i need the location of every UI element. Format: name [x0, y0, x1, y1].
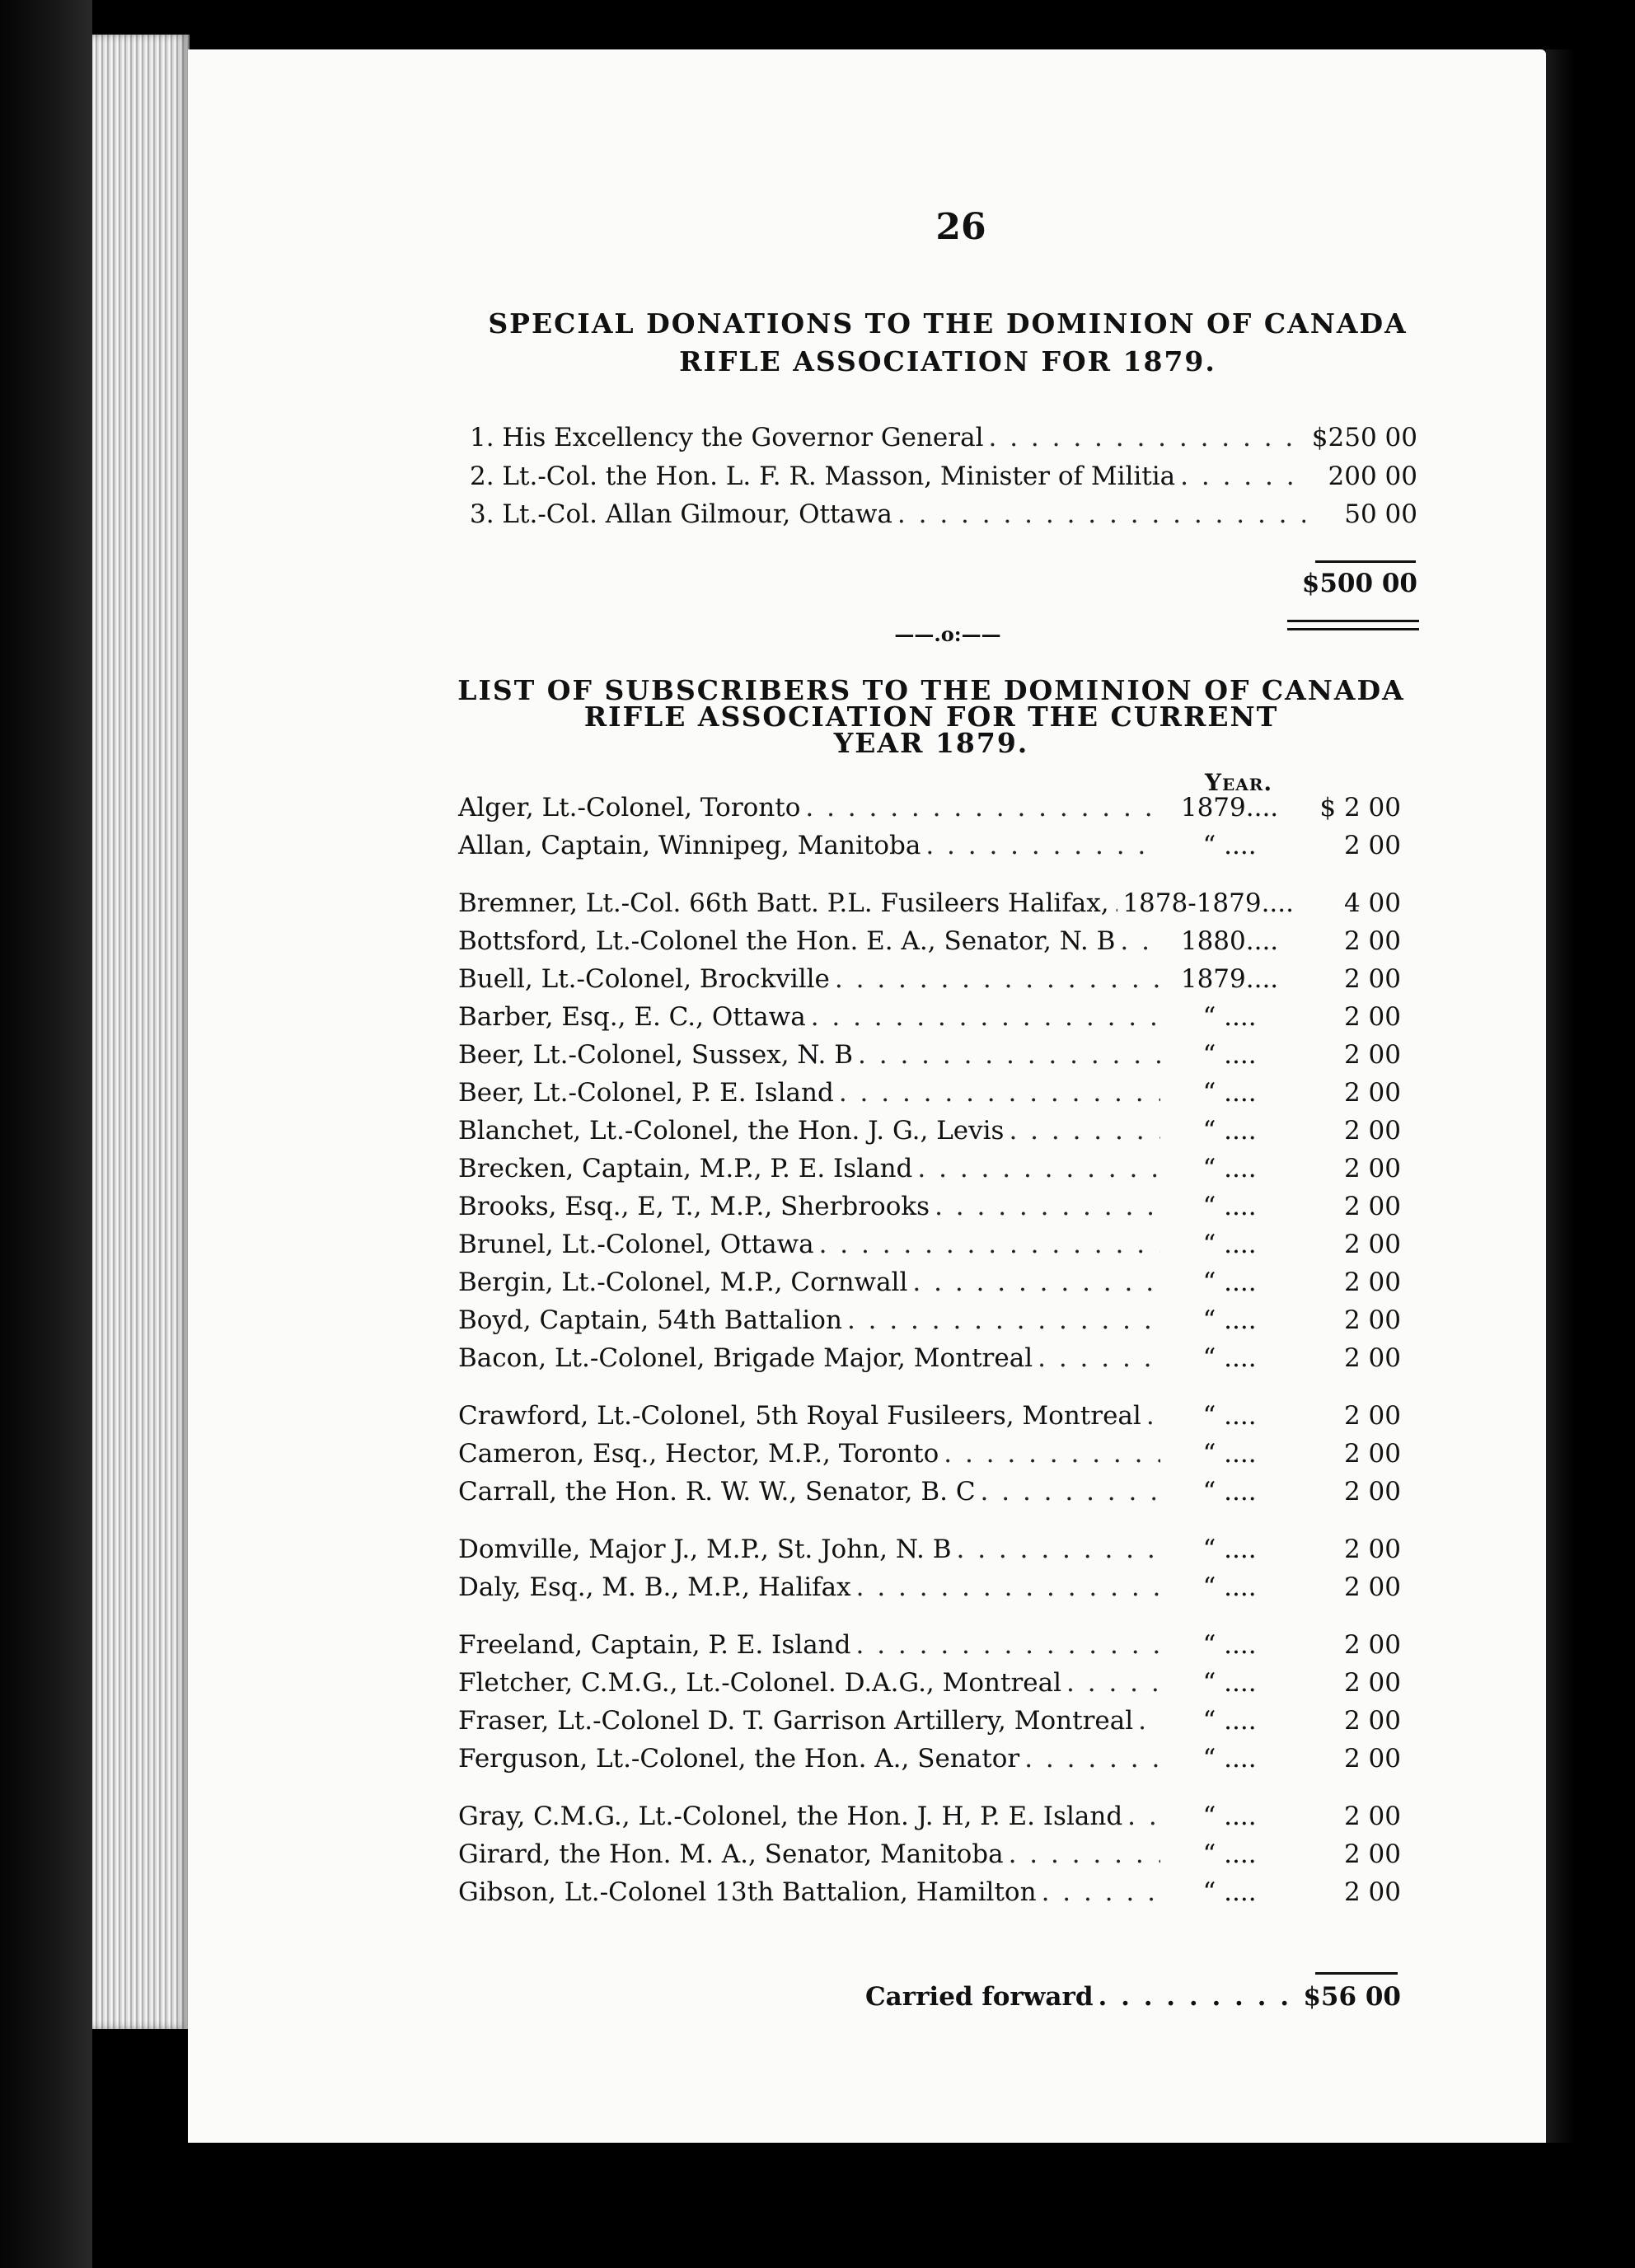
subscriber-amount: 2 00: [1343, 1630, 1401, 1660]
leader-dots: [1042, 1877, 1160, 1907]
subscriber-amount: 2 00: [1343, 1401, 1401, 1431]
total-rule: [1315, 560, 1416, 563]
leader-dots: [1009, 1839, 1160, 1869]
subscriber-name: Fletcher, C.M.G., Lt.-Colonel. D.A.G., Montreal: [458, 1668, 1062, 1698]
subscriber-name: Alger, Lt.-Colonel, Toronto: [458, 793, 801, 822]
leader-dots: [912, 1268, 1160, 1297]
leader-dots: [897, 499, 1305, 529]
heading-line: RIFLE ASSOCIATION FOR 1879.: [679, 345, 1216, 377]
subscriber-name: Allan, Captain, Winnipeg, Manitoba: [458, 831, 921, 860]
subscriber-year: “ ....: [1202, 1477, 1257, 1507]
leader-dots: [1146, 1401, 1160, 1431]
subscriber-row: [458, 1192, 1401, 1221]
donor-name: 1. His Excellency the Governor General: [470, 423, 984, 452]
subscriber-name: Domville, Major J., M.P., St. John, N. B: [458, 1535, 952, 1564]
heading-line: SPECIAL DONATIONS TO THE DOMINION OF CANADA: [488, 307, 1408, 340]
subscriber-amount: 2 00: [1343, 1535, 1401, 1564]
leader-dots: [1099, 1982, 1299, 2012]
leader-dots: [944, 1439, 1160, 1469]
subscriber-name: Fraser, Lt.-Colonel D. T. Garrison Artillery, Montreal: [458, 1706, 1134, 1736]
leader-dots: [819, 1230, 1160, 1259]
subscriber-row: [458, 1839, 1401, 1869]
subscriber-row: [458, 1040, 1401, 1070]
subscriber-row: [458, 1268, 1401, 1297]
leader-dots: [1180, 462, 1305, 491]
subscriber-row: [458, 1572, 1401, 1602]
subscriber-name: Boyd, Captain, 54th Battalion: [458, 1305, 842, 1335]
subscriber-amount: 2 00: [1343, 1305, 1401, 1335]
subscriber-year: “ ....: [1202, 1268, 1257, 1297]
donor-name: 3. Lt.-Col. Allan Gilmour, Ottawa: [470, 499, 892, 529]
subscriber-year: “ ....: [1202, 1802, 1257, 1831]
subscriber-name: Freeland, Captain, P. E. Island: [458, 1630, 851, 1660]
subscriber-amount: 2 00: [1343, 1668, 1401, 1698]
subscriber-name: Barber, Esq., E. C., Ottawa: [458, 1002, 806, 1032]
leader-dots: [925, 831, 1160, 860]
subscriber-amount: $ 2 00: [1319, 793, 1401, 822]
subscriber-year: “ ....: [1202, 1744, 1257, 1774]
double-rule-top: [1287, 620, 1419, 622]
subscriber-year: “ ....: [1202, 1706, 1257, 1736]
subscriber-year: “ ....: [1202, 1535, 1257, 1564]
subscriber-year: “ ....: [1202, 831, 1257, 860]
subscriber-name: Daly, Esq., M. B., M.P., Halifax: [458, 1572, 851, 1602]
subscriber-row: [458, 964, 1401, 994]
subscriber-row: [458, 1477, 1401, 1507]
subscriber-row: [458, 1630, 1401, 1660]
leader-dots: [1138, 1706, 1160, 1736]
subscriber-name: Crawford, Lt.-Colonel, 5th Royal Fusileers, Montreal: [458, 1401, 1141, 1431]
subscriber-name: Girard, the Hon. M. A., Senator, Manitoba: [458, 1839, 1004, 1869]
donation-row: [470, 499, 1417, 529]
subscriber-amount: 2 00: [1343, 1268, 1401, 1297]
subscriber-name: Ferguson, Lt.-Colonel, the Hon. A., Senator: [458, 1744, 1020, 1774]
carried-forward-amount: $56 00: [1303, 1982, 1401, 2012]
subscriber-row: [458, 793, 1401, 822]
heading-line: YEAR 1879.: [833, 727, 1029, 759]
page-number: 26: [935, 206, 986, 248]
subscriber-row: [458, 1535, 1401, 1564]
subscriber-year: “ ....: [1202, 1401, 1257, 1431]
subscriber-year: “ ....: [1202, 1116, 1257, 1146]
subscriber-row: [458, 1877, 1401, 1907]
subscriber-name: Gibson, Lt.-Colonel 13th Battalion, Hamilton: [458, 1877, 1037, 1907]
subscriber-amount: 2 00: [1343, 926, 1401, 956]
subscriber-name: Beer, Lt.-Colonel, P. E. Island: [458, 1078, 834, 1108]
leader-dots: [1066, 1668, 1160, 1698]
subscriber-amount: 2 00: [1343, 831, 1401, 860]
subscriber-year: 1879....: [1180, 964, 1279, 994]
donation-amount: $250 00: [1311, 423, 1417, 452]
subscriber-name: Buell, Lt.-Colonel, Brockville: [458, 964, 830, 994]
special-donations-heading: [445, 305, 1450, 381]
subscriber-name: Beer, Lt.-Colonel, Sussex, N. B: [458, 1040, 854, 1070]
leader-dots: [917, 1154, 1160, 1183]
heading-line: RIFLE ASSOCIATION FOR THE CURRENT: [583, 701, 1279, 733]
subscriber-row: [458, 1706, 1401, 1736]
page-shadow: [1546, 49, 1574, 2143]
subscriber-row: [458, 1343, 1401, 1373]
donation-total-row: [470, 569, 1417, 598]
subscriber-year: “ ....: [1202, 1040, 1257, 1070]
subscriber-amount: 2 00: [1343, 1154, 1401, 1183]
subscriber-year: “ ....: [1202, 1572, 1257, 1602]
subscriber-year: “ ....: [1202, 1877, 1257, 1907]
subscriber-amount: 2 00: [1343, 1002, 1401, 1032]
double-rule-bottom: [1287, 628, 1419, 630]
leader-dots: [856, 1630, 1161, 1660]
donation-amount: 200 00: [1328, 462, 1417, 491]
leader-dots: [956, 1535, 1160, 1564]
leader-dots: [858, 1040, 1160, 1070]
leader-dots: [1114, 888, 1118, 918]
subscriber-year: “ ....: [1202, 1668, 1257, 1698]
subscriber-row: [458, 1305, 1401, 1335]
subscriber-amount: 2 00: [1343, 1744, 1401, 1774]
subscriber-name: Bacon, Lt.-Colonel, Brigade Major, Montreal: [458, 1343, 1033, 1373]
subscriber-amount: 2 00: [1343, 964, 1401, 994]
donation-row: [470, 423, 1417, 452]
leader-dots: [811, 1002, 1160, 1032]
leader-dots: [1024, 1744, 1160, 1774]
leader-dots: [835, 964, 1160, 994]
carried-forward-label: Carried forward: [865, 1982, 1094, 2012]
subscriber-year: 1878-1879....: [1122, 888, 1294, 918]
subscriber-row: [458, 1668, 1401, 1698]
subscriber-row: [458, 1078, 1401, 1108]
subscriber-name: Blanchet, Lt.-Colonel, the Hon. J. G., Levis: [458, 1116, 1005, 1146]
subscriber-year: 1879....: [1180, 793, 1279, 822]
leader-dots: [1120, 926, 1160, 956]
subscriber-amount: 2 00: [1343, 1343, 1401, 1373]
leader-dots: [847, 1305, 1160, 1335]
subscriber-row: [458, 1002, 1401, 1032]
subscriber-amount: 2 00: [1343, 1116, 1401, 1146]
year-column-header: Year.: [1205, 769, 1273, 796]
subscriber-amount: 2 00: [1343, 1078, 1401, 1108]
subscriber-year: “ ....: [1202, 1305, 1257, 1335]
page-edges: [92, 35, 190, 2029]
subscriber-name: Gray, C.M.G., Lt.-Colonel, the Hon. J. H, P. E. Island: [458, 1802, 1123, 1831]
subscriber-row: [458, 1802, 1401, 1831]
carried-rule: [1315, 1972, 1398, 1975]
subscriber-year: “ ....: [1202, 1154, 1257, 1183]
donation-row: [470, 462, 1417, 491]
donation-amount: 50 00: [1344, 499, 1417, 529]
subscriber-row: [458, 1401, 1401, 1431]
subscribers-heading: [429, 672, 1434, 762]
subscriber-year: 1880....: [1180, 926, 1279, 956]
subscriber-row: [458, 926, 1401, 956]
subscriber-row: [458, 1744, 1401, 1774]
subscriber-row: [458, 831, 1401, 860]
book-spine: [0, 0, 92, 2268]
subscriber-amount: 2 00: [1343, 1230, 1401, 1259]
leader-dots: [839, 1078, 1160, 1108]
heading-line: LIST OF SUBSCRIBERS TO THE DOMINION OF CANADA: [457, 674, 1405, 706]
subscriber-row: [458, 1439, 1401, 1469]
subscriber-row: [458, 1230, 1401, 1259]
subscriber-year: “ ....: [1202, 1002, 1257, 1032]
subscriber-name: Brooks, Esq., E, T., M.P., Sherbrooks: [458, 1192, 930, 1221]
leader-dots: [935, 1192, 1160, 1221]
subscriber-amount: 2 00: [1343, 1706, 1401, 1736]
subscriber-amount: 4 00: [1343, 888, 1401, 918]
subscriber-amount: 2 00: [1343, 1572, 1401, 1602]
subscriber-year: “ ....: [1202, 1439, 1257, 1469]
subscriber-amount: 2 00: [1343, 1192, 1401, 1221]
subscriber-name: Bottsford, Lt.-Colonel the Hon. E. A., Senator, N. B: [458, 926, 1116, 956]
subscriber-year: “ ....: [1202, 1343, 1257, 1373]
leader-dots: [1009, 1116, 1160, 1146]
subscriber-name: Cameron, Esq., Hector, M.P., Toronto: [458, 1439, 939, 1469]
subscriber-year: “ ....: [1202, 1078, 1257, 1108]
leader-dots: [805, 793, 1160, 822]
subscriber-year: “ ....: [1202, 1192, 1257, 1221]
subscriber-amount: 2 00: [1343, 1839, 1401, 1869]
carried-forward-row: [865, 1982, 1401, 2012]
subscriber-year: “ ....: [1202, 1839, 1257, 1869]
leader-dots: [1038, 1343, 1160, 1373]
subscriber-amount: 2 00: [1343, 1802, 1401, 1831]
subscriber-name: Brunel, Lt.-Colonel, Ottawa: [458, 1230, 814, 1259]
subscriber-amount: 2 00: [1343, 1040, 1401, 1070]
subscriber-name: Bergin, Lt.-Colonel, M.P., Cornwall: [458, 1268, 908, 1297]
leader-dots: [981, 1477, 1160, 1507]
subscriber-year: “ ....: [1202, 1230, 1257, 1259]
subscriber-name: Bremner, Lt.-Col. 66th Batt. P.L. Fusileers Halifax,: [458, 888, 1109, 918]
subscriber-row: [458, 1154, 1401, 1183]
leader-dots: [989, 423, 1306, 452]
subscriber-amount: 2 00: [1343, 1477, 1401, 1507]
subscriber-amount: 2 00: [1343, 1439, 1401, 1469]
subscriber-name: Carrall, the Hon. R. W. W., Senator, B. C: [458, 1477, 976, 1507]
subscriber-row: [458, 1116, 1401, 1146]
section-separator: ——.o:——: [894, 622, 1001, 646]
subscriber-amount: 2 00: [1343, 1877, 1401, 1907]
subscriber-year: “ ....: [1202, 1630, 1257, 1660]
leader-dots: [856, 1572, 1160, 1602]
leader-dots: [1127, 1802, 1160, 1831]
subscriber-name: Brecken, Captain, M.P., P. E. Island: [458, 1154, 913, 1183]
donation-total: $500 00: [1301, 569, 1417, 598]
donor-name: 2. Lt.-Col. the Hon. L. F. R. Masson, Minister of Militia: [470, 462, 1176, 491]
subscriber-row: [458, 888, 1401, 918]
